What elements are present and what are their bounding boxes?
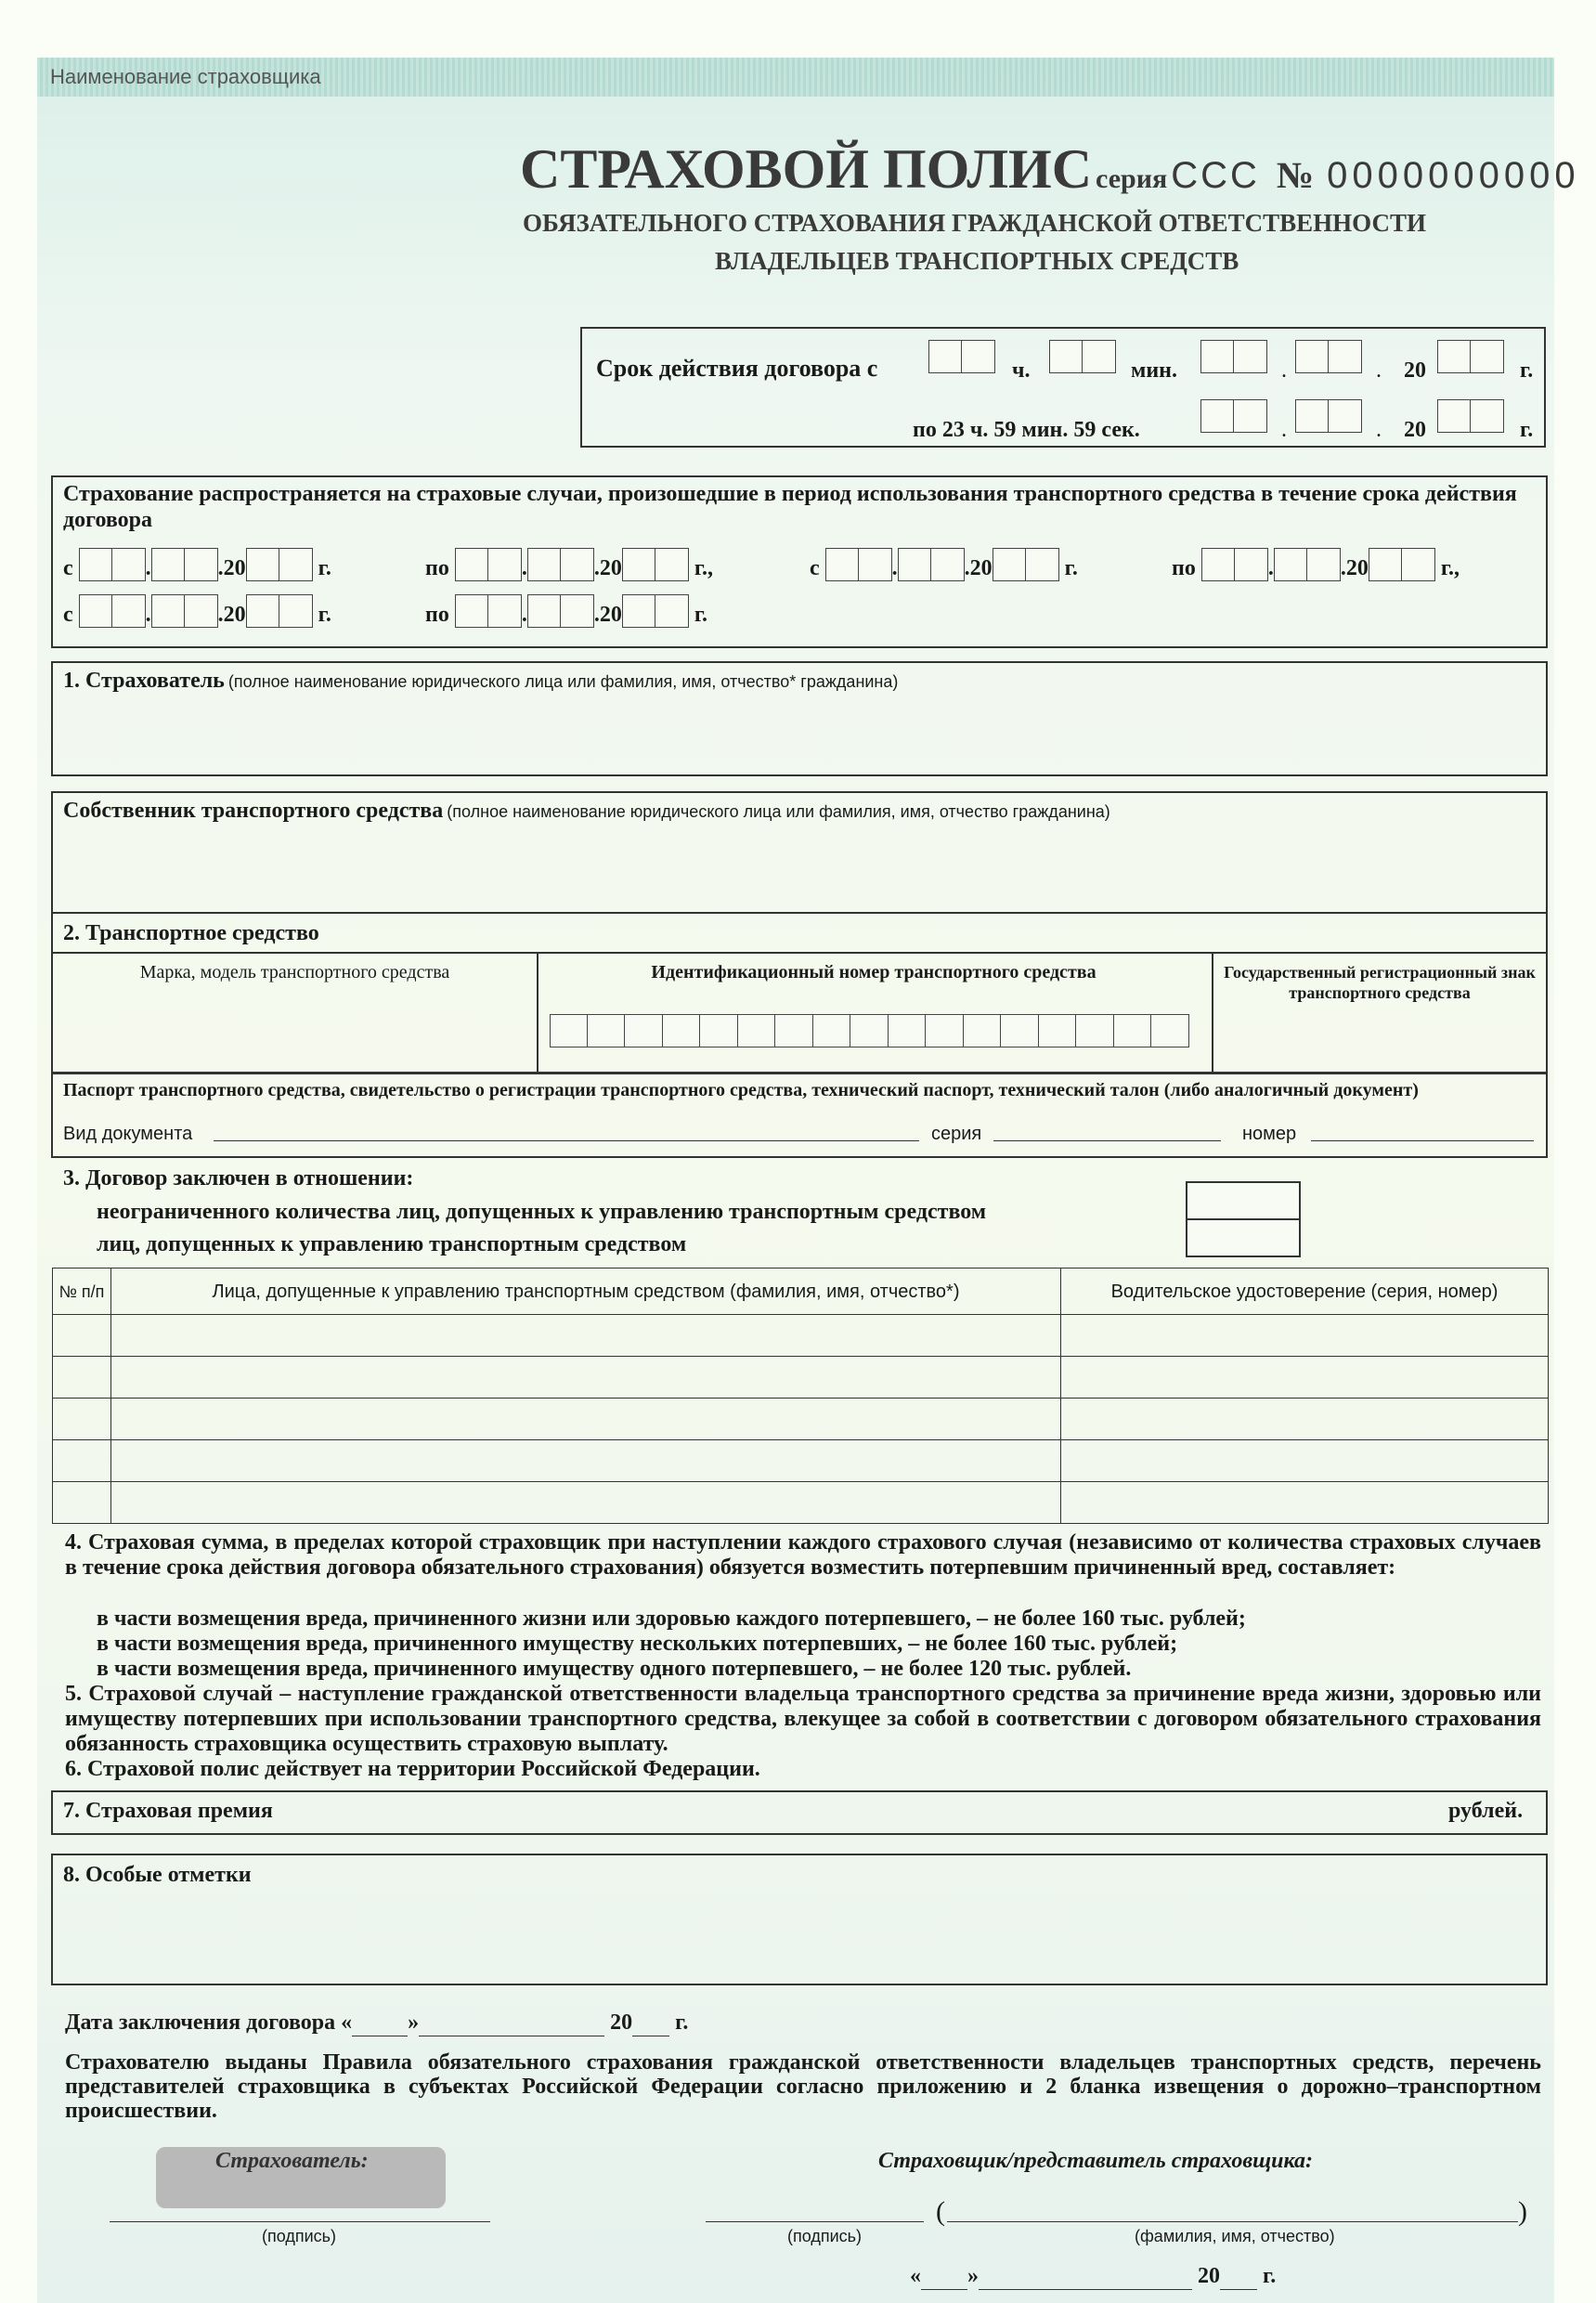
day-cells[interactable]: [1201, 556, 1268, 580]
table-row[interactable]: [53, 1440, 1549, 1482]
insured-hint: (полное наименование юридического лица или фамилия, имя, отчество* гражданина): [227, 672, 899, 691]
year-suffix: г.,: [694, 556, 714, 580]
term-until-label: по 23 ч. 59 мин. 59 сек.: [913, 418, 1140, 442]
doc-number-field[interactable]: [1311, 1140, 1534, 1141]
doc-type-label: Вид документа: [63, 1124, 193, 1144]
paren-close: ): [1518, 2196, 1527, 2227]
usage-text: Страхование распространяется на страховые случаи, произошедшие в период использования транспортного средства в течение срока действия договора: [63, 482, 1517, 532]
policy-title: СТРАХОВОЙ ПОЛИС: [520, 138, 1093, 200]
term-month-cells[interactable]: [1295, 340, 1362, 373]
year-suffix: г.: [318, 603, 331, 627]
table-row[interactable]: [53, 1482, 1549, 1524]
year-prefix: 20: [1404, 418, 1426, 442]
drivers-table: [52, 1268, 1549, 1524]
term-minute-cells[interactable]: [1049, 340, 1116, 373]
insurer-date-year-prefix: 20: [1198, 2264, 1220, 2288]
doc-type-field[interactable]: [214, 1140, 919, 1141]
month-cells[interactable]: [527, 556, 594, 580]
usage-period-3: с . .20 г.: [810, 548, 1078, 581]
insured-field[interactable]: [56, 706, 1541, 771]
month-cells[interactable]: [151, 603, 218, 627]
drivers-col-name: Лица, допущенные к управлению транспортным средством (фамилия, имя, отчество*): [111, 1269, 1061, 1315]
premium-unit: рублей.: [1448, 1799, 1524, 1823]
insurer-fio-caption: (фамилия, имя, отчество): [1135, 2227, 1335, 2245]
day-cells[interactable]: [79, 603, 146, 627]
passport-text: Паспорт транспортного средства, свидетельство о регистрации транспортного средства, технический паспорт, технический талон (либо аналогичный документ): [63, 1080, 1419, 1100]
period-from-label: с: [810, 556, 820, 580]
year-prefix: 20: [599, 556, 622, 580]
listed-checkbox[interactable]: [1186, 1218, 1301, 1257]
series-value: ССС: [1171, 155, 1260, 196]
term-end-day-cells[interactable]: [1200, 399, 1267, 433]
year-prefix: 20: [599, 603, 622, 627]
year-prefix: 20: [969, 556, 993, 580]
series-label: серия: [1096, 163, 1168, 194]
insured-label: 1. Страхователь: [63, 669, 225, 693]
period-to-label: по: [1172, 556, 1196, 580]
year-suffix: г.: [1520, 418, 1534, 442]
term-year-cells[interactable]: [1437, 340, 1504, 373]
period-from-label: с: [63, 556, 73, 580]
vehicle-make-field[interactable]: [56, 994, 531, 1068]
date-year-prefix: 20: [610, 2010, 633, 2035]
insured-signature-field[interactable]: [110, 2221, 490, 2222]
quote-open: «: [910, 2264, 921, 2288]
clause-6: 6. Страховой полис действует на территории Российской Федерации.: [65, 1757, 760, 1781]
insurer-date-year-suffix: г.: [1263, 2264, 1277, 2288]
year-cells[interactable]: [246, 603, 313, 627]
day-cells[interactable]: [825, 556, 892, 580]
title-subtitle-1: ОБЯЗАТЕЛЬНОГО СТРАХОВАНИЯ ГРАЖДАНСКОЙ ОТВЕТСТВЕННОСТИ: [523, 209, 1427, 237]
plate-field[interactable]: [1216, 1003, 1541, 1068]
issued-documents-text: Страхователю выданы Правила обязательного страхования гражданской ответственности владельцев транспортных средств, перечень представителей страховщика в субъектах Российской Федерации согласно приложению и 2 бланка извещения о дорожно–транспортном происшествии.: [65, 2050, 1541, 2123]
month-cells[interactable]: [151, 556, 218, 580]
year-prefix: 20: [1404, 358, 1426, 383]
owner-field[interactable]: [56, 831, 1541, 905]
insured-signature-caption: (подпись): [262, 2227, 337, 2245]
drivers-col-no: № п/п: [53, 1269, 111, 1315]
usage-period-1: с . .20 г.: [63, 548, 331, 581]
drivers-col-license: Водительское удостоверение (серия, номер): [1061, 1269, 1549, 1315]
paren-open: (: [936, 2196, 945, 2227]
hour-unit: ч.: [1012, 358, 1031, 383]
year-cells[interactable]: [622, 556, 689, 580]
clause-5: 5. Страховой случай – наступление гражданской ответственности владельца транспортного средства за причинение вреда жизни, здоровью или имуществу потерпевших при использовании транспортного средства, влекущее за собой в соответствии с договором обязательного страхования обязанность страховщика осуществить страховую выплату.: [65, 1682, 1541, 1756]
period-to-label: по: [425, 556, 449, 580]
clause-4c: в части возмещения вреда, причиненного имуществу одного потерпевшего, – не более 120 тыс. рублей.: [97, 1657, 1132, 1681]
period-from-label: с: [63, 603, 73, 627]
insurer-signature-label: Страховщик/представитель страховщика:: [878, 2149, 1314, 2173]
year-cells[interactable]: [246, 556, 313, 580]
day-cells[interactable]: [79, 556, 146, 580]
year-suffix: г.: [694, 603, 708, 627]
year-prefix: 20: [223, 556, 246, 580]
vin-header: Идентификационный номер транспортного средства: [651, 962, 1096, 982]
doc-series-label: серия: [931, 1124, 982, 1144]
title-subtitle-2: ВЛАДЕЛЬЦЕВ ТРАНСПОРТНЫХ СРЕДСТВ: [715, 247, 1239, 275]
day-cells[interactable]: [455, 603, 522, 627]
clause-4a: в части возмещения вреда, причиненного жизни или здоровью каждого потерпевшего, – не более 160 тыс. рублей;: [97, 1607, 1246, 1631]
date-day-field[interactable]: [352, 2010, 408, 2036]
vehicle-make-header: Марка, модель транспортного средства: [139, 962, 450, 982]
insurer-date-month-field[interactable]: [979, 2264, 1192, 2290]
insured-signature-label: Страхователь:: [215, 2149, 369, 2173]
clause-4b: в части возмещения вреда, причиненного имуществу нескольких потерпевших, – не более 160 тыс. рублей;: [97, 1632, 1178, 1656]
year-suffix: г.: [318, 556, 331, 580]
usage-period-2: по . .20 г.,: [425, 548, 713, 581]
insurer-signature-caption: (подпись): [787, 2227, 863, 2245]
year-cells[interactable]: [993, 556, 1059, 580]
owner-label: Собственник транспортного средства: [63, 799, 444, 823]
insurer-date-year-field[interactable]: [1220, 2264, 1257, 2290]
term-day-cells[interactable]: [1200, 340, 1267, 373]
insurer-fio-field[interactable]: [947, 2221, 1518, 2222]
premium-field[interactable]: [353, 1796, 1439, 1829]
contract-date-label: Дата заключения договора «: [65, 2010, 353, 2035]
period-to-label: по: [425, 603, 449, 627]
owner-hint: (полное наименование юридического лица или фамилия, имя, отчество гражданина): [447, 802, 1110, 821]
date-year-field[interactable]: [632, 2010, 669, 2036]
insurer-name-label: Наименование страховщика: [50, 65, 321, 88]
term-hour-cells[interactable]: [928, 340, 995, 373]
notes-label: 8. Особые отметки: [63, 1863, 252, 1887]
table-row[interactable]: [53, 1357, 1549, 1399]
doc-number-label: номер: [1242, 1124, 1297, 1144]
minute-unit: мин.: [1131, 358, 1178, 383]
year-prefix: 20: [223, 603, 246, 627]
year-suffix: г.,: [1440, 556, 1460, 580]
year-cells[interactable]: [622, 603, 689, 627]
usage-period-4: по . .20 г.,: [1172, 548, 1460, 581]
contract-option-listed: лиц, допущенных к управлению транспортным средством: [97, 1232, 687, 1256]
notes-field[interactable]: [56, 1894, 1541, 1980]
premium-label: 7. Страховая премия: [63, 1799, 273, 1823]
plate-header: Государственный регистрационный знак транспортного средства: [1224, 963, 1536, 1002]
term-end-year-cells[interactable]: [1437, 399, 1504, 433]
contract-option-unlimited: неограниченного количества лиц, допущенных к управлению транспортным средством: [97, 1200, 987, 1224]
year-prefix: 20: [1345, 556, 1369, 580]
day-cells[interactable]: [455, 556, 522, 580]
usage-period-6: по . .20 г.: [425, 594, 707, 628]
quote-close: »: [967, 2264, 979, 2288]
policy-number: 0000000000: [1327, 155, 1580, 196]
date-year-suffix: г.: [675, 2010, 689, 2035]
insurer-signature-field[interactable]: [706, 2221, 924, 2222]
insurer-date-day-field[interactable]: [921, 2264, 967, 2290]
number-sign: №: [1276, 154, 1315, 196]
month-cells[interactable]: [898, 556, 965, 580]
year-suffix: г.: [1520, 358, 1534, 383]
year-cells[interactable]: [1369, 556, 1435, 580]
title-block: [520, 137, 1580, 202]
month-cells[interactable]: [1274, 556, 1341, 580]
month-cells[interactable]: [527, 603, 594, 627]
vin-cells[interactable]: [550, 1014, 1189, 1047]
contract-label: 3. Договор заключен в отношении:: [63, 1166, 414, 1191]
doc-series-field[interactable]: [993, 1140, 1221, 1141]
quote-close: »: [408, 2010, 420, 2035]
clause-4: 4. Страховая сумма, в пределах которой страховщик при наступлении каждого страхового случая (независимо от количества страховых случаев в течение срока действия договора обязательного страхования) обязуется возместить потерпевшим причиненный вред, составляет:: [65, 1530, 1541, 1580]
vehicle-label: 2. Транспортное средство: [63, 921, 319, 945]
table-row[interactable]: [53, 1315, 1549, 1357]
table-row[interactable]: [53, 1399, 1549, 1440]
term-end-month-cells[interactable]: [1295, 399, 1362, 433]
year-suffix: г.: [1064, 556, 1078, 580]
date-month-field[interactable]: [419, 2010, 604, 2036]
usage-period-5: с . .20 г.: [63, 594, 331, 628]
unlimited-checkbox[interactable]: [1186, 1181, 1301, 1220]
term-label: Срок действия договора с: [596, 355, 878, 382]
